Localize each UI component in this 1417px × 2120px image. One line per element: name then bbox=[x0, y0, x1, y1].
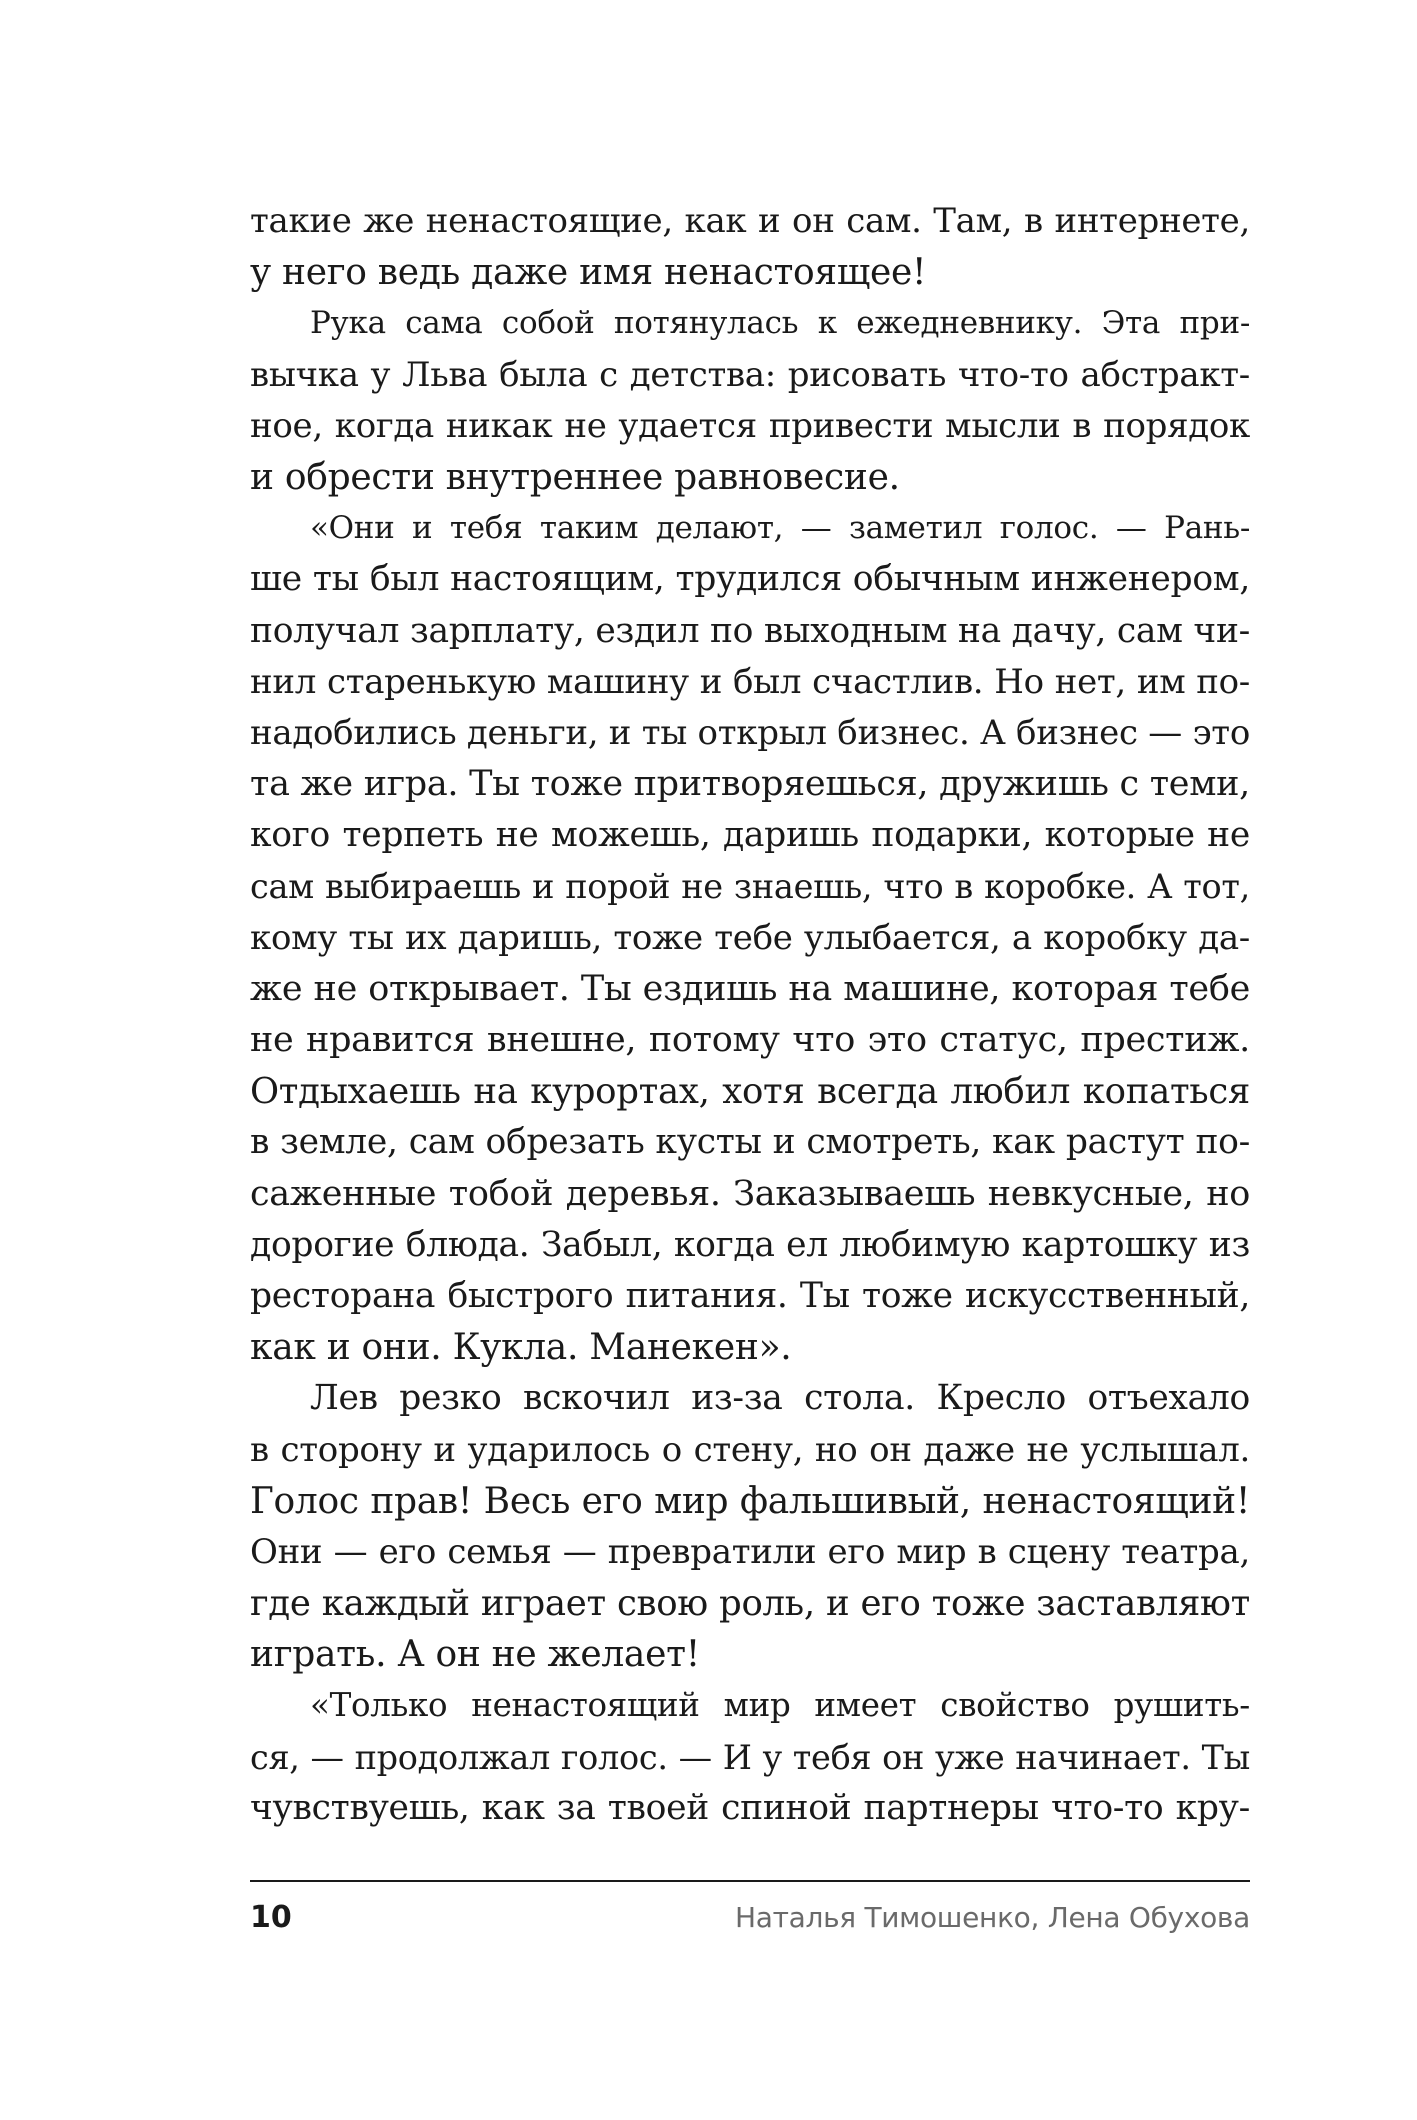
text-line: играть. А он не желает! bbox=[250, 1634, 700, 1676]
text-line: дорогие блюда. Забыл, когда ел любимую картошку из bbox=[250, 1224, 1250, 1265]
text-line: в сторону и ударилось о стену, но он даже не услышал. bbox=[250, 1429, 1250, 1470]
text-line: Голос прав! Весь его мир фальшивый, ненастоящий! bbox=[250, 1480, 1250, 1522]
running-footer-authors: Наталья Тимошенко, Лена Обухова bbox=[735, 1901, 1250, 1934]
text-line: и обрести внутреннее равновесие. bbox=[250, 456, 900, 498]
text-line: ся, — продолжал голос. — И у тебя он уже начинает. Ты bbox=[250, 1737, 1250, 1777]
text-line: у него ведь даже имя ненастоящее! bbox=[250, 252, 927, 294]
text-line: Рука сама собой потянулась к ежедневнику. Эта при- bbox=[310, 305, 1250, 342]
text-line: же не открывает. Ты ездишь на машине, которая тебе bbox=[250, 968, 1250, 1009]
text-line: чувствуешь, как за твоей спиной партнеры что-то кру- bbox=[250, 1787, 1250, 1828]
text-line: где каждый играет свою роль, и его тоже заставляют bbox=[250, 1583, 1250, 1625]
text-line: нил старенькую машину и был счастлив. Но нет, им по- bbox=[250, 661, 1250, 702]
footer-divider bbox=[250, 1880, 1250, 1882]
text-line: ное, когда никак не удается привести мысли в порядок bbox=[250, 405, 1250, 446]
text-line: «Они и тебя таким делают, — заметил голос. — Рань- bbox=[310, 510, 1250, 547]
text-line: кому ты их даришь, тоже тебе улыбается, а коробку да- bbox=[250, 917, 1250, 958]
text-line: вычка у Льва была с детства: рисовать что-то абстракт- bbox=[250, 354, 1250, 395]
text-line: в земле, сам обрезать кусты и смотреть, как растут по- bbox=[250, 1122, 1250, 1163]
text-line: сам выбираешь и порой не знаешь, что в коробке. А тот, bbox=[250, 867, 1250, 907]
text-line: надобились деньги, и ты открыл бизнес. А бизнес — это bbox=[250, 712, 1250, 753]
body-text bbox=[250, 196, 1250, 1834]
text-line: саженные тобой деревья. Заказываешь невкусные, но bbox=[250, 1173, 1250, 1214]
page-number: 10 bbox=[250, 1900, 292, 1935]
text-line: получал зарплату, ездил по выходным на дачу, сам чи- bbox=[250, 610, 1250, 651]
text-line: такие же ненастоящие, как и он сам. Там, в интернете, bbox=[250, 201, 1250, 241]
text-line: Отдыхаешь на курортах, хотя всегда любил копаться bbox=[250, 1071, 1250, 1113]
text-line: ше ты был настоящим, трудился обычным инженером, bbox=[250, 559, 1250, 600]
text-line: кого терпеть не можешь, даришь подарки, которые не bbox=[250, 815, 1250, 856]
text-line: ресторана быстрого питания. Ты тоже искусственный, bbox=[250, 1275, 1250, 1316]
text-line: Они — его семья — превратили его мир в сцену театра, bbox=[250, 1531, 1250, 1572]
text-line: не нравится внешне, потому что это статус, престиж. bbox=[250, 1020, 1250, 1060]
text-line: та же игра. Ты тоже притворяешься, дружишь с теми, bbox=[250, 764, 1250, 805]
text-line: как и они. Кукла. Манекен». bbox=[250, 1327, 792, 1369]
text-line: Лев резко вскочил из-за стола. Кресло отъехало bbox=[310, 1378, 1250, 1419]
text-line: «Только ненастоящий мир имеет свойство рушить- bbox=[310, 1686, 1250, 1725]
